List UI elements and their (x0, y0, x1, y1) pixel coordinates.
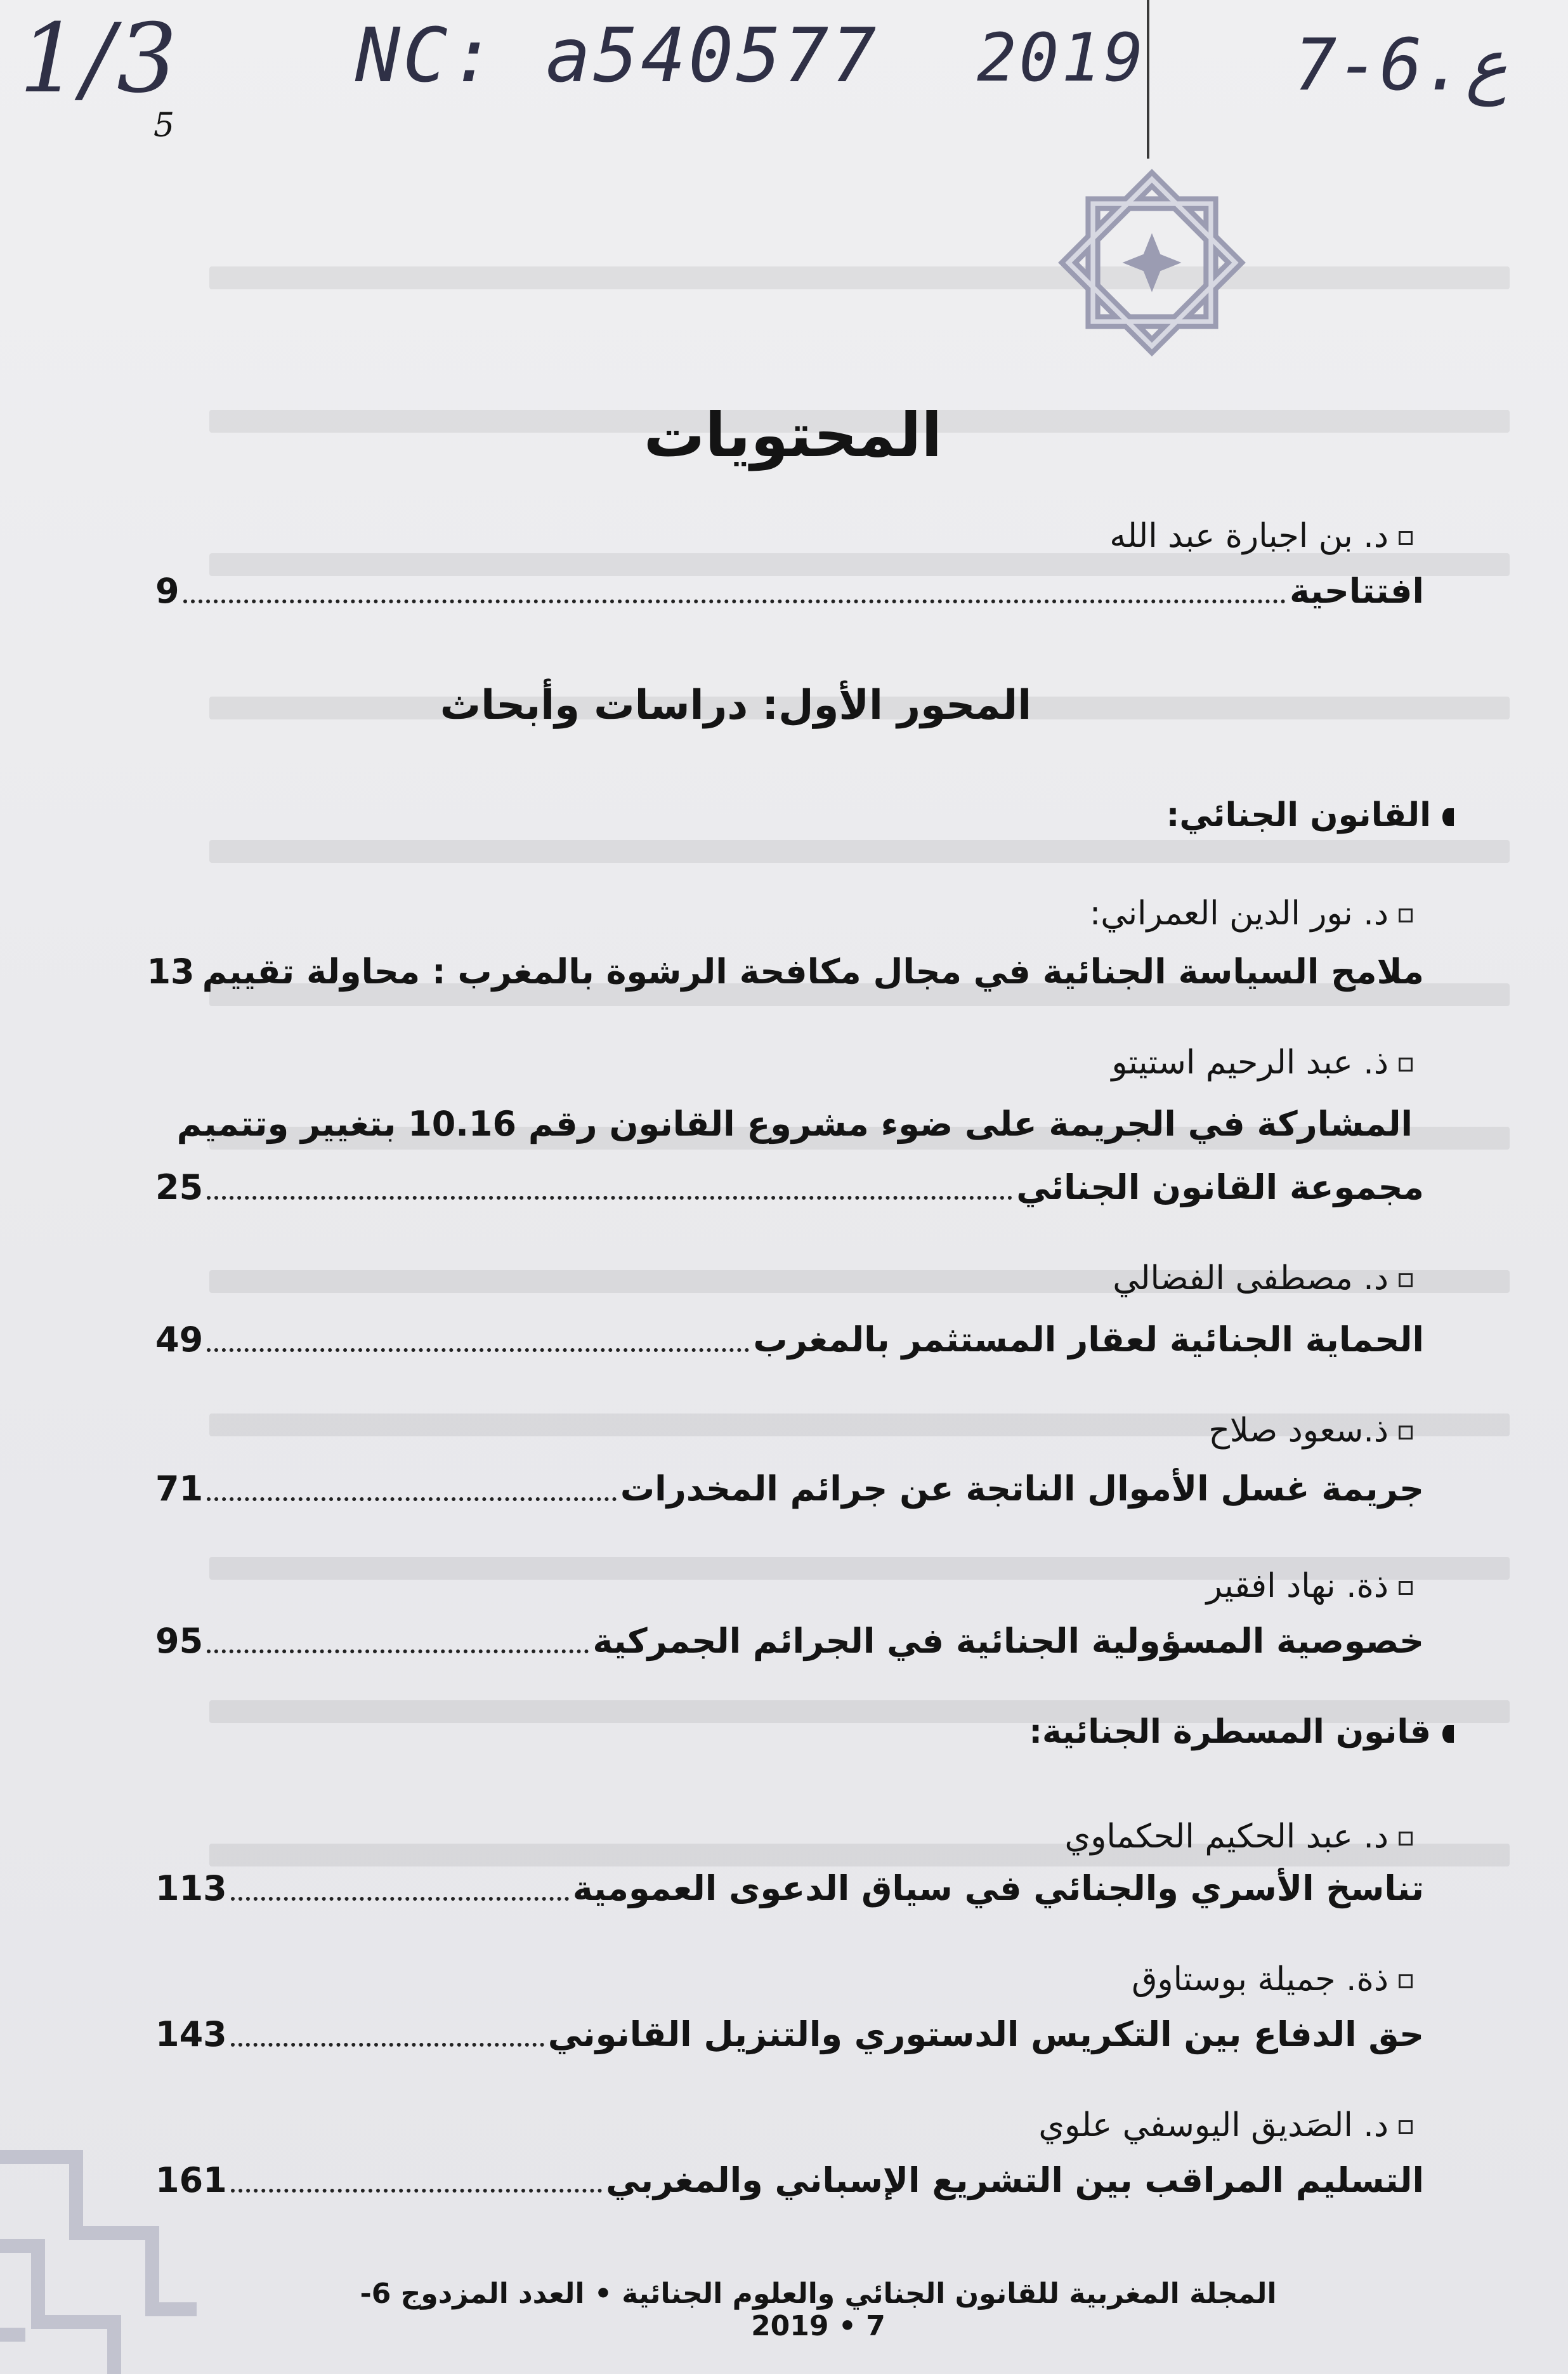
journal-footer: المجلة المغربية للقانون الجنائي والعلوم الجنائية • العدد المزدوج 6-7 • 2019 (360, 2278, 1277, 2342)
toc-entry[interactable]: ملامح السياسة الجنائية في مجال مكافحة الرشوة بالمغرب : محاولة تقييم 13 (147, 952, 1424, 992)
intro-author: د. بن اجبارة عبد الله (1109, 517, 1413, 555)
entry-author: د. عبد الحكيم الحكماوي (1065, 1818, 1413, 1856)
leader-dots (207, 1497, 617, 1501)
leader-dots (231, 1897, 569, 1901)
handwritten-reference: NC: a540577 (355, 11, 879, 99)
toc-entry[interactable]: التسليم المراقب بين التشريع الإسباني والمغربي 161 (155, 2160, 1424, 2200)
square-bullet-icon (1399, 2120, 1413, 2134)
leader-dots (207, 1348, 749, 1352)
leader-dots (207, 1649, 589, 1653)
leader-dots (231, 2043, 544, 2047)
square-bullet-icon (1399, 1426, 1413, 1439)
toc-entry-title-line: المشاركة في الجريمة على ضوء مشروع القانون رقم 10.16 بتغيير وتتميم (176, 1104, 1413, 1144)
toc-entry[interactable]: جريمة غسل الأموال الناتجة عن جرائم المخدرات 71 (155, 1469, 1424, 1509)
entry-author: ذ.سعود صلاح (1208, 1412, 1413, 1450)
toc-entry[interactable]: الحماية الجنائية لعقار المستثمر بالمغرب 49 (155, 1320, 1424, 1360)
entry-author: ذ. عبد الرحيم استيتو (1111, 1044, 1413, 1082)
toc-entry-intro[interactable]: افتتاحية 9 (155, 571, 1424, 611)
entry-author: د. الصَديق اليوسفي علوي (1038, 2106, 1413, 2144)
divider-line (1147, 0, 1149, 159)
page-number: 5 (154, 107, 175, 145)
bullet-icon (1442, 808, 1454, 826)
section-heading-criminal-law: القانون الجنائي: (1166, 796, 1454, 834)
section-heading-criminal-procedure: قانون المسطرة الجنائية: (1029, 1713, 1454, 1751)
handwritten-year: 2019 (977, 19, 1146, 96)
square-bullet-icon (1399, 908, 1413, 922)
square-bullet-icon (1399, 1273, 1413, 1287)
axis-heading: المحور الأول: دراسات وأبحاث (440, 682, 1032, 729)
toc-entry[interactable]: خصوصية المسؤولية الجنائية في الجرائم الجمركية 95 (155, 1621, 1424, 1661)
bullet-icon (1442, 1725, 1454, 1743)
page-title: المحتويات (643, 400, 943, 471)
entry-author: د. مصطفى الفضالي (1113, 1259, 1413, 1297)
leader-dots (207, 1196, 1012, 1200)
square-bullet-icon (1399, 1581, 1413, 1595)
square-bullet-icon (1399, 1832, 1413, 1846)
star-ornament-icon (1047, 157, 1257, 368)
corner-ornament-icon (0, 2119, 197, 2374)
leader-dots (183, 600, 1286, 603)
entry-author: د. نور الدين العمراني: (1090, 895, 1413, 933)
toc-entry[interactable]: مجموعة القانون الجنائي 25 (155, 1167, 1424, 1207)
entry-author: ذة. جميلة بوستاوق (1132, 1960, 1413, 1998)
toc-entry[interactable]: حق الدفاع بين التكريس الدستوري والتنزيل القانوني 143 (155, 2014, 1424, 2054)
handwritten-fraction: 1/3 (19, 4, 180, 114)
leader-dots (231, 2189, 602, 2193)
square-bullet-icon (1399, 1058, 1413, 1072)
toc-entry[interactable]: تناسخ الأسري والجنائي في سياق الدعوى العمومية 113 (155, 1868, 1424, 1908)
square-bullet-icon (1399, 531, 1413, 545)
square-bullet-icon (1399, 1974, 1413, 1988)
handwritten-issue: 7-6.ع (1294, 24, 1508, 107)
entry-author: ذة. نهاد افقير (1206, 1567, 1413, 1605)
